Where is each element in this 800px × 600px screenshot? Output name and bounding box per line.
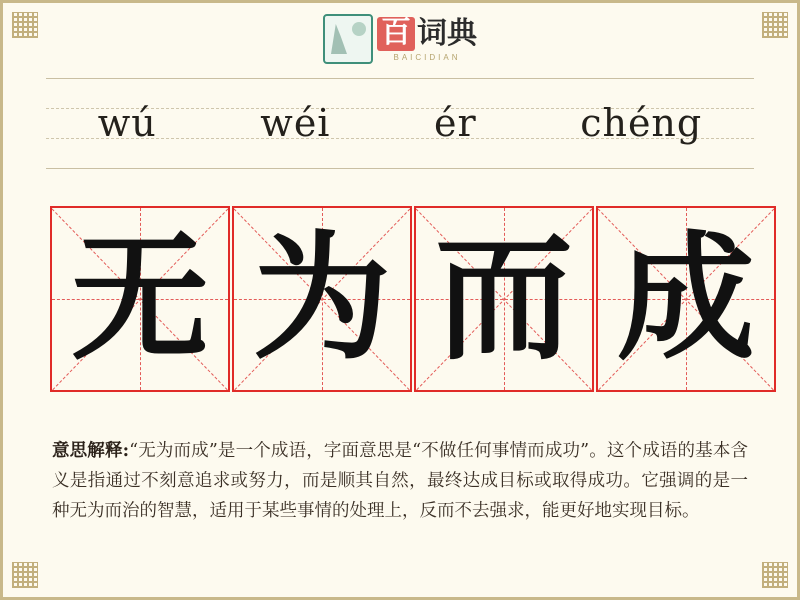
logo-subtitle: BAICIDIAN: [393, 52, 461, 62]
logo-text: [377, 14, 477, 62]
character-cell-4[interactable]: [596, 206, 776, 392]
logo-badge-char: 百: [377, 17, 415, 51]
character-cell-3[interactable]: [414, 206, 594, 392]
explanation-body: “无为而成”是一个成语，字面意思是“不做任何事情而成功”。这个成语的基本含义是指通过不刻意追求或努力，而是顺其自然，最终达成目标或取得成功。它强调的是一种无为而治的智慧，适用于某些事情的处理上，反而不去强求，能更好地实现目标。: [52, 441, 748, 521]
pinyin-syllable-4: chéng: [580, 101, 703, 145]
character-glyph-1: 无: [70, 218, 209, 379]
pinyin-syllable-1: wú: [97, 101, 157, 145]
corner-ornament-top-left: [12, 12, 38, 38]
pinyin-row: [46, 78, 754, 168]
pinyin-syllable-3: ér: [434, 101, 477, 145]
pinyin-syllable-2: wéi: [260, 101, 331, 145]
corner-ornament-bottom-right: [762, 562, 788, 588]
logo-name-chars: 词典: [417, 15, 477, 51]
character-glyph-2: 为: [252, 218, 391, 379]
character-cell-2[interactable]: [232, 206, 412, 392]
site-logo[interactable]: [323, 14, 477, 64]
pinyin-staff: [46, 78, 754, 168]
character-cell-1[interactable]: [50, 206, 230, 392]
corner-ornament-bottom-left: [12, 562, 38, 588]
staff-line-bottom: [46, 168, 754, 169]
character-glyph-3: 而: [434, 218, 573, 379]
logo-mark-icon: [323, 14, 373, 64]
corner-ornament-top-right: [762, 12, 788, 38]
explanation-block: [52, 436, 748, 526]
explanation-label: 意思解释:: [52, 441, 130, 461]
character-grid: [50, 206, 776, 392]
character-glyph-4: 成: [616, 218, 755, 379]
